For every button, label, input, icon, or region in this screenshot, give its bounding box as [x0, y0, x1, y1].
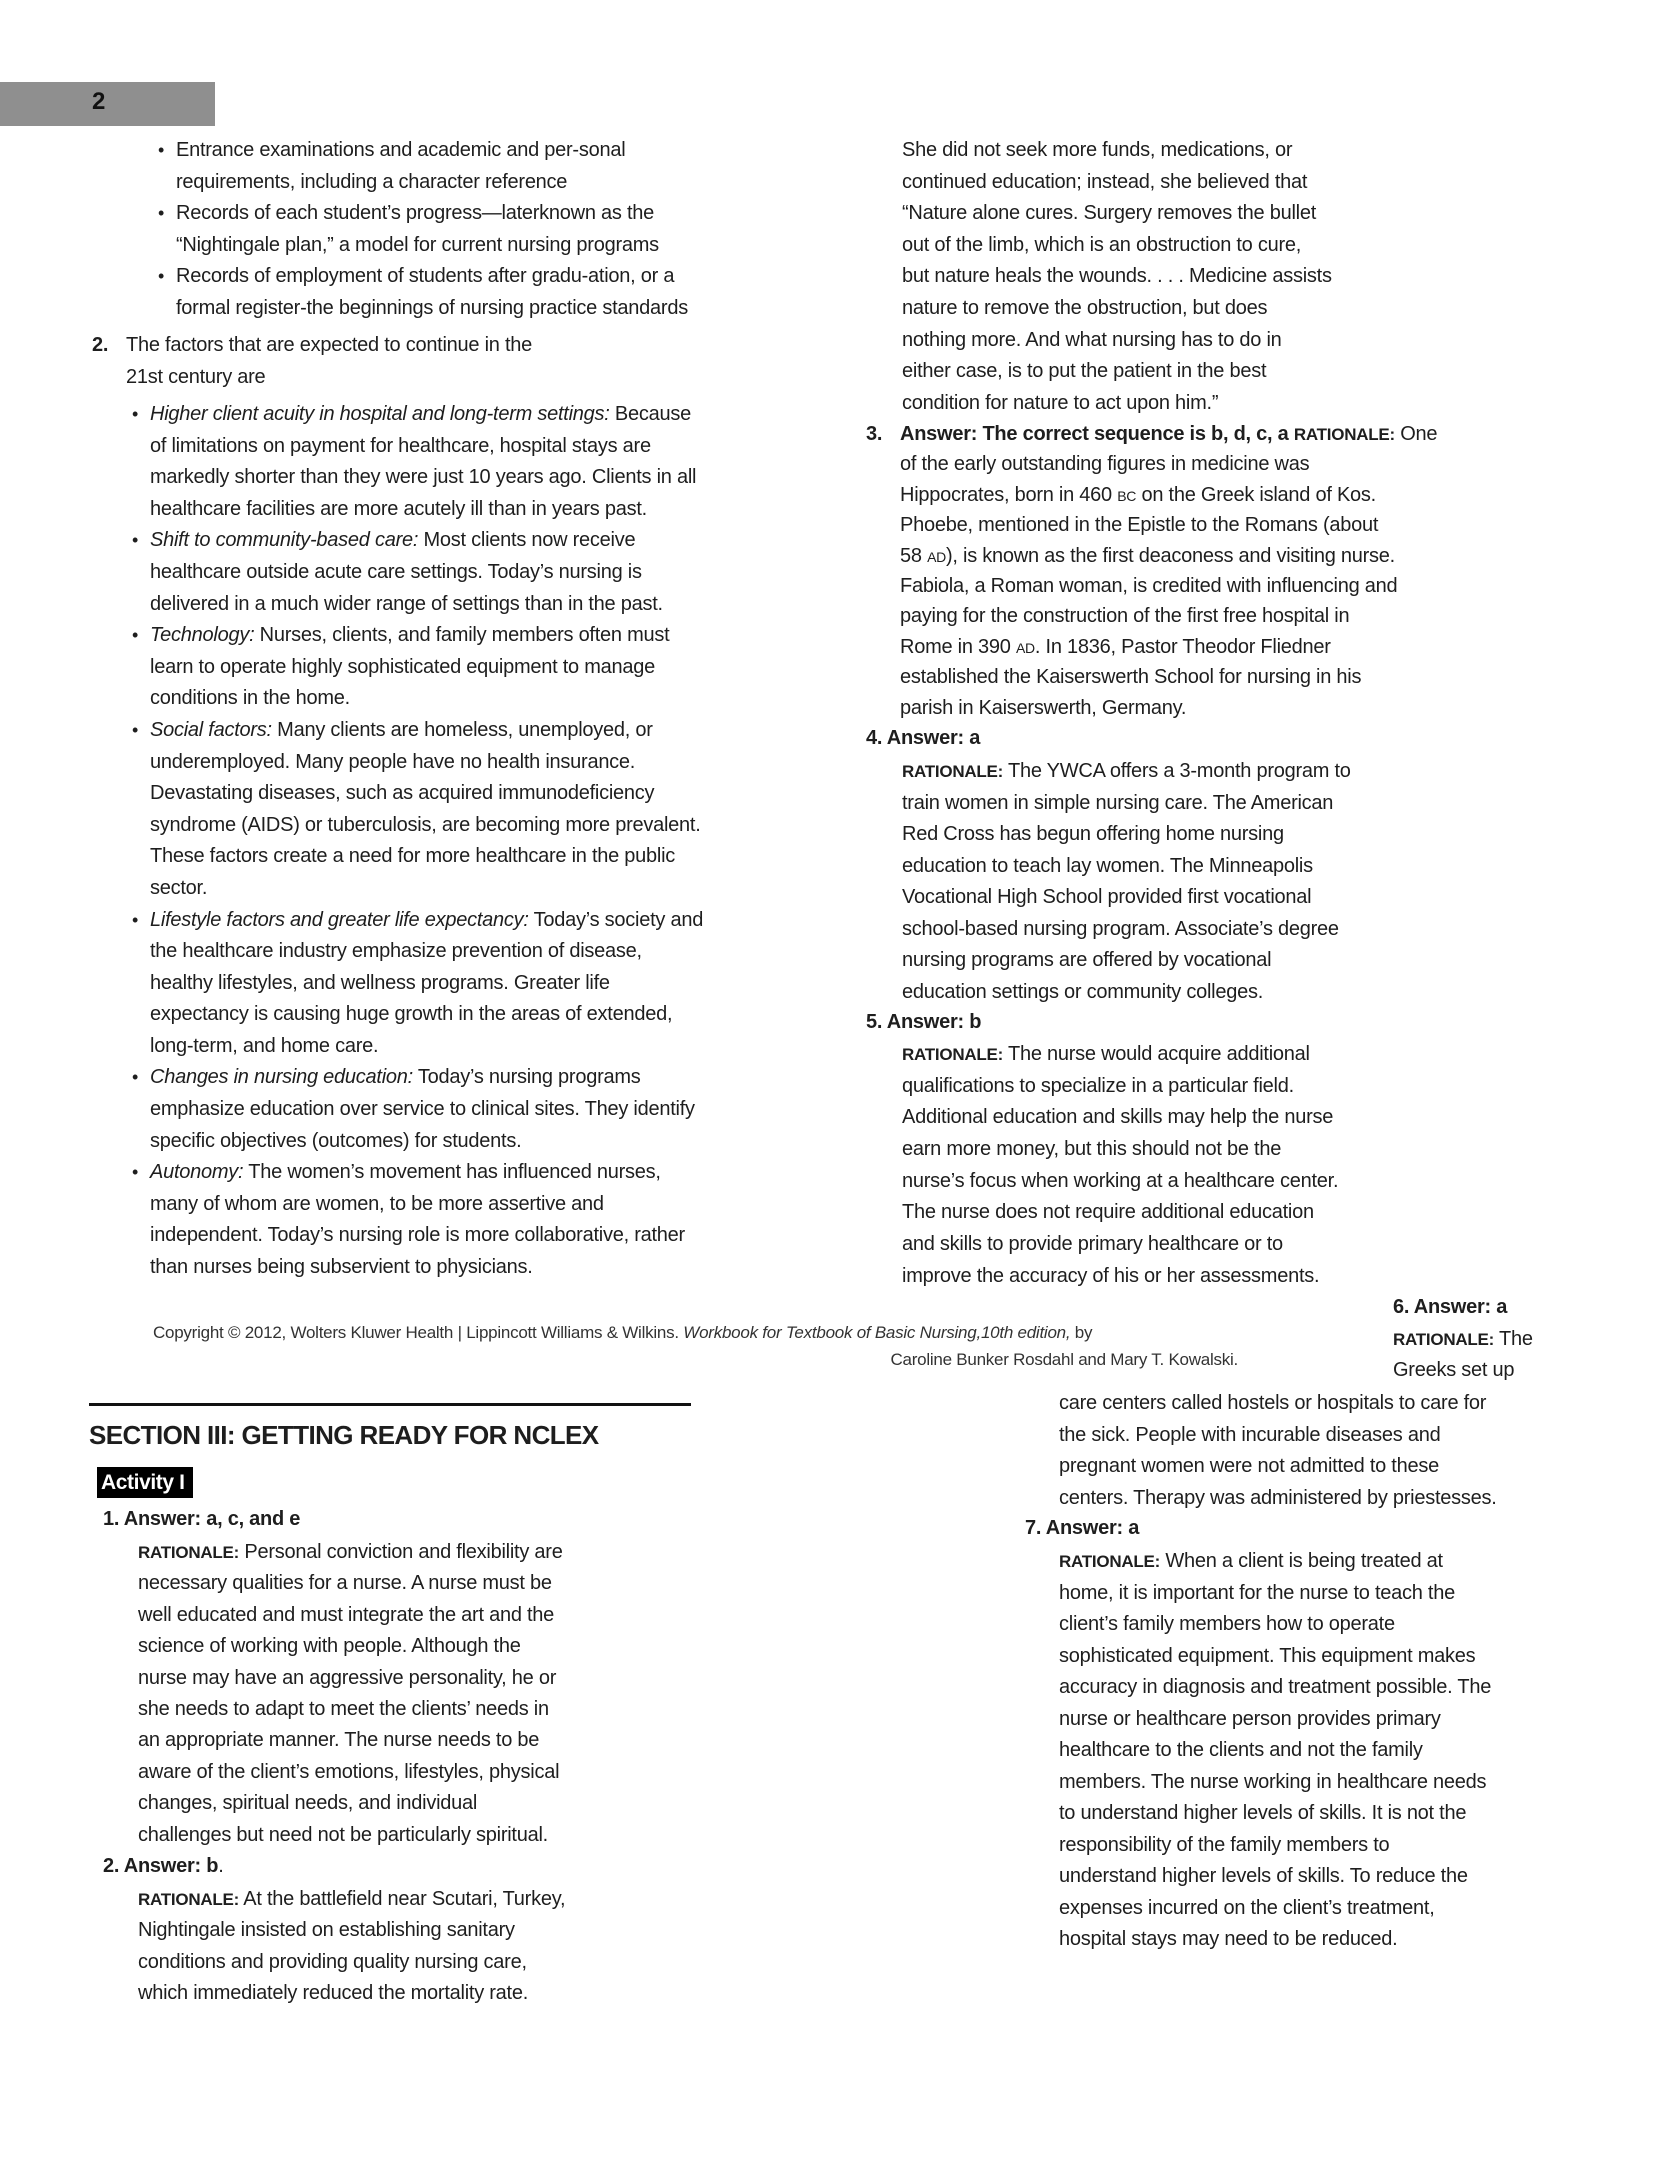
text-span: Today’s society and	[528, 908, 704, 931]
text-line	[150, 494, 703, 526]
text-line	[1393, 1355, 1533, 1387]
text-line	[900, 419, 1437, 449]
text-span: markedly shorter than they were just 10 years ago. Clients in all	[150, 466, 697, 489]
text-line	[150, 683, 703, 715]
text-line	[1059, 1704, 1491, 1736]
text-line	[150, 1094, 703, 1126]
text-span: Hippocrates, born in 460	[900, 483, 1118, 506]
text-line	[138, 1788, 563, 1819]
text-span: These factors create a need for more healthcare in the public	[150, 845, 676, 868]
text-line	[902, 135, 1332, 167]
text-line	[1059, 1546, 1491, 1578]
text-span: Records of each student’s progress—laterknown as the	[176, 202, 655, 225]
text-span: out of the limb, which is an obstruction to cure,	[902, 233, 1302, 256]
text-line	[103, 1851, 224, 1882]
text-line	[132, 620, 703, 652]
text-line	[900, 541, 1437, 571]
text-span: Personal conviction and flexibility are	[239, 1541, 563, 1563]
text-block-item5-text	[902, 1039, 1338, 1293]
text-line	[176, 167, 688, 199]
text-span: understand higher levels of skills. To reduce the	[1059, 1865, 1468, 1887]
text-line	[902, 1261, 1338, 1293]
text-span: Greeks set up	[1393, 1359, 1515, 1382]
text-line	[902, 325, 1332, 357]
text-line	[902, 1229, 1338, 1261]
text-block-top-bullets	[158, 135, 688, 325]
text-line	[150, 1031, 703, 1063]
text-span: delivered in a much wider range of settings than in the past.	[150, 592, 663, 615]
text-span: either case, is to put the patient in the best	[902, 360, 1267, 383]
text-line	[176, 293, 688, 325]
text-span: education settings or community colleges.	[902, 980, 1264, 1003]
text-span: She did not seek more funds, medications, or	[902, 139, 1293, 161]
text-span: requirements, including a character reference	[176, 170, 568, 193]
text-line	[138, 1757, 563, 1788]
bold-text: 2. Answer: b	[103, 1855, 219, 1877]
text-span: “Nature alone cures. Surgery removes the bullet	[902, 202, 1317, 225]
text-block-nclex1-head	[103, 1504, 300, 1535]
text-span: hospital stays may need to be reduced.	[1059, 1928, 1398, 1950]
text-span: Rome in 390	[900, 635, 1016, 658]
text-line	[150, 652, 703, 684]
text-span: well educated and must integrate the art and the	[138, 1603, 555, 1626]
text-span: conditions in the home.	[150, 687, 350, 710]
text-span: an appropriate manner. The nurse needs to be	[138, 1729, 540, 1752]
text-span: Most clients now receive	[418, 529, 636, 552]
text-span: the healthcare industry emphasize prevention of disease,	[150, 940, 642, 963]
text-line	[153, 1320, 1092, 1346]
text-line	[900, 662, 1437, 692]
text-span: parish in Kaiserswerth, Germany.	[900, 696, 1187, 719]
bold-text: 1. Answer: a, c, and e	[103, 1508, 301, 1530]
bold-text: Answer: The correct sequence is b, d, c, a	[900, 423, 1294, 445]
rationale-label: RATIONALE:	[1059, 1552, 1161, 1571]
text-line	[150, 778, 703, 810]
text-span: syndrome (AIDS) or tuberculosis, are becoming more prevalent.	[150, 813, 701, 836]
text-span: healthcare to the clients and not the family	[1059, 1739, 1423, 1761]
text-block-item7-head	[1025, 1513, 1139, 1545]
text-span: Vocational High School provided first vocational	[902, 886, 1312, 908]
text-span: Copyright © 2012, Wolters Kluwer Health | Lippincott Williams & Wilkins.	[153, 1323, 684, 1342]
text-span: by	[1070, 1323, 1093, 1342]
text-span: earn more money, but this should not be the	[902, 1138, 1282, 1161]
text-span: Devastating diseases, such as acquired immunodeficiency	[150, 782, 655, 805]
text-line	[902, 914, 1351, 946]
text-span: One	[1394, 423, 1438, 445]
text-line	[132, 1062, 703, 1094]
text-span: client’s family members how to operate	[1059, 1613, 1395, 1635]
text-block-item4-head	[866, 723, 980, 755]
text-span: nurse or healthcare person provides primary	[1059, 1707, 1441, 1730]
text-span: improve the accuracy of his or her assessments.	[902, 1264, 1320, 1287]
text-line	[138, 1568, 563, 1599]
rationale-label: RATIONALE:	[902, 762, 1004, 781]
text-line	[1059, 1641, 1491, 1673]
text-line	[158, 198, 688, 230]
text-line	[902, 882, 1351, 914]
bold-text: 2.	[92, 334, 109, 356]
text-span: Caroline Bunker Rosdahl and Mary T. Kowalski.	[890, 1350, 1238, 1369]
text-span: than nurses being subservient to physicians.	[150, 1256, 533, 1279]
text-span: .	[218, 1855, 224, 1877]
text-line	[138, 1694, 563, 1725]
text-line	[900, 693, 1437, 723]
text-span: healthcare facilities are more acutely ill than in years past.	[150, 497, 647, 520]
text-line	[891, 1347, 1239, 1373]
text-line	[1059, 1798, 1491, 1830]
text-line	[900, 480, 1437, 510]
text-line	[138, 1947, 565, 1978]
bullet-icon: •	[132, 719, 139, 740]
small-caps-text: AD	[1015, 639, 1035, 656]
text-span: When a client is being treated at	[1160, 1550, 1443, 1572]
text-line	[1059, 1672, 1491, 1704]
bullet-icon: •	[158, 203, 165, 224]
italic-term: Social factors:	[150, 718, 272, 741]
text-line	[138, 1663, 563, 1694]
text-line	[150, 1189, 703, 1221]
text-span: Today’s nursing programs	[412, 1066, 641, 1089]
text-span: home, it is important for the nurse to teach the	[1059, 1581, 1455, 1604]
italic-term: Lifestyle factors and greater life expectancy:	[150, 908, 529, 931]
text-span: aware of the client’s emotions, lifestyles, physical	[138, 1760, 560, 1783]
text-line	[1059, 1735, 1491, 1767]
text-line	[138, 1537, 563, 1568]
text-span: which immediately reduced the mortality rate.	[138, 1982, 529, 2005]
bullet-icon: •	[132, 1162, 139, 1183]
text-line	[150, 589, 703, 621]
text-line	[150, 999, 703, 1031]
text-span: healthy lifestyles, and wellness programs. Greater life	[150, 971, 610, 994]
text-line	[138, 1725, 563, 1756]
text-span: centers. Therapy was administered by priestesses.	[1059, 1486, 1497, 1509]
text-line	[902, 1197, 1338, 1229]
text-span: school-based nursing program. Associate’s degree	[902, 917, 1339, 940]
text-span: condition for nature to act upon him.”	[902, 391, 1219, 414]
text-span: nurse may have an aggressive personality, he or	[138, 1666, 557, 1689]
text-span: and skills to provide primary healthcare or to	[902, 1233, 1283, 1256]
text-line	[158, 135, 688, 167]
text-line	[103, 1504, 300, 1535]
text-block-copyright-2	[891, 1347, 1239, 1373]
text-span: Phoebe, mentioned in the Epistle to the Romans (about	[900, 514, 1379, 537]
text-line	[902, 1102, 1338, 1134]
text-block-nclex2-text	[138, 1884, 565, 2010]
text-line	[866, 1007, 981, 1039]
text-line	[1025, 1513, 1139, 1545]
text-span: nurse’s focus when working at a healthcare center.	[902, 1169, 1339, 1192]
text-line	[126, 362, 532, 394]
text-block-quote	[902, 135, 1332, 419]
bullet-icon: •	[132, 909, 139, 930]
text-span: qualifications to specialize in a particular field.	[902, 1074, 1294, 1097]
text-span: independent. Today’s nursing role is more collaborative, rather	[150, 1224, 685, 1247]
text-span: Fabiola, a Roman woman, is credited with influencing and	[900, 574, 1398, 597]
text-block-copyright-1	[153, 1320, 1092, 1346]
text-span: accuracy in diagnosis and treatment possible. The	[1059, 1676, 1492, 1698]
text-line	[902, 261, 1332, 293]
text-line	[150, 873, 703, 905]
text-span: nothing more. And what nursing has to do in	[902, 328, 1282, 351]
italic-term: Changes in nursing education:	[150, 1066, 413, 1089]
text-span: The nurse would acquire additional	[1003, 1043, 1310, 1065]
text-span: established the Kaiserswerth School for nursing in his	[900, 666, 1362, 689]
text-span: learn to operate highly sophisticated equipment to manage	[150, 655, 655, 678]
text-span: At the battlefield near Scutari, Turkey,	[239, 1888, 566, 1910]
page-number-box	[0, 82, 215, 126]
bullet-icon: •	[132, 530, 139, 551]
text-span: train women in simple nursing care. The American	[902, 791, 1334, 814]
activity-label: Activity I	[97, 1467, 193, 1498]
text-line	[900, 632, 1437, 662]
text-span: The nurse does not require additional education	[902, 1201, 1314, 1224]
text-line	[900, 449, 1437, 479]
text-span: Additional education and skills may help the nurse	[902, 1106, 1334, 1129]
text-span: but nature heals the wounds. . . . Medicine assists	[902, 265, 1332, 288]
text-span: care centers called hostels or hospitals to care for	[1059, 1392, 1487, 1414]
text-span: science of working with people. Although the	[138, 1635, 521, 1658]
text-line	[138, 1978, 565, 2009]
text-span: ), is known as the first deaconess and visiting nurse.	[946, 544, 1395, 567]
text-span: formal register-the beginnings of nursing practice standards	[176, 296, 688, 319]
text-line	[902, 788, 1351, 820]
italic-term: Technology:	[150, 624, 255, 647]
bold-text: 4. Answer: a	[866, 727, 981, 749]
text-span: the sick. People with incurable diseases and	[1059, 1423, 1441, 1446]
text-span: Nurses, clients, and family members often must	[254, 624, 670, 647]
bold-text: 6. Answer: a	[1393, 1296, 1508, 1318]
page-number: 2	[92, 88, 106, 115]
text-span: nursing programs are offered by vocational	[902, 949, 1272, 971]
rationale-label: RATIONALE:	[1293, 425, 1395, 444]
text-span: long-term, and home care.	[150, 1034, 379, 1057]
text-line	[150, 936, 703, 968]
text-span: of limitations on payment for healthcare, hospital stays are	[150, 434, 651, 457]
text-span: “Nightingale plan,” a model for current nursing programs	[176, 233, 659, 256]
text-span: Entrance examinations and academic and per-sonal	[176, 139, 626, 161]
text-line	[902, 356, 1332, 388]
text-line	[1059, 1609, 1491, 1641]
text-block-item6-head	[1393, 1292, 1533, 1387]
text-span: underemployed. Many people have no health insurance.	[150, 750, 636, 773]
text-line	[1059, 1861, 1491, 1893]
text-span: Red Cross has begun offering home nursing	[902, 823, 1284, 845]
text-line	[132, 525, 703, 557]
text-line	[902, 851, 1351, 883]
text-line	[150, 431, 703, 463]
bold-text: 5. Answer: b	[866, 1011, 982, 1033]
text-span: responsibility of the family members to	[1059, 1833, 1390, 1856]
text-line	[902, 230, 1332, 262]
text-line	[1059, 1893, 1491, 1925]
text-line	[150, 747, 703, 779]
bold-text: 3.	[866, 423, 883, 445]
text-span: The YWCA offers a 3-month program to	[1003, 760, 1351, 782]
section-divider	[89, 1403, 691, 1406]
text-span: The women’s movement has influenced nurses,	[243, 1161, 661, 1184]
text-span: nature to remove the obstruction, but does	[902, 296, 1268, 319]
text-block-item2-text	[126, 330, 532, 393]
text-line	[902, 198, 1332, 230]
text-block-item3-num	[866, 419, 882, 449]
text-block-item4-text	[902, 756, 1351, 1008]
text-span: to understand higher levels of skills. It is not the	[1059, 1802, 1467, 1824]
section-heading: SECTION III: GETTING READY FOR NCLEX	[89, 1420, 599, 1450]
text-line	[1059, 1830, 1491, 1862]
text-span: Many clients are homeless, unemployed, or	[271, 718, 653, 741]
text-span: 21st century are	[126, 365, 266, 388]
text-line	[92, 330, 108, 362]
text-span: challenges but need not be particularly spiritual.	[138, 1823, 548, 1846]
text-span: 58	[900, 544, 928, 567]
text-span: education to teach lay women. The Minneapolis	[902, 854, 1313, 877]
text-span: members. The nurse working in healthcare needs	[1059, 1770, 1487, 1793]
small-caps-text: BC	[1117, 487, 1137, 504]
bullet-icon: •	[132, 625, 139, 646]
italic-term: Shift to community-based care:	[150, 529, 419, 552]
text-line	[902, 167, 1332, 199]
rationale-label: RATIONALE:	[138, 1890, 240, 1909]
text-line	[150, 1252, 703, 1284]
text-line	[132, 715, 703, 747]
text-span: expenses incurred on the client’s treatment,	[1059, 1896, 1435, 1919]
text-line	[150, 810, 703, 842]
text-span: sophisticated equipment. This equipment makes	[1059, 1644, 1476, 1667]
text-line	[1059, 1767, 1491, 1799]
text-line	[902, 945, 1351, 977]
text-line	[900, 601, 1437, 631]
text-span: emphasize education over service to clinical sites. They identify	[150, 1098, 695, 1121]
text-line	[1393, 1324, 1533, 1356]
text-span: conditions and providing quality nursing care,	[138, 1950, 527, 1973]
text-span: changes, spiritual needs, and individual	[138, 1792, 478, 1815]
text-line	[138, 1884, 565, 1915]
text-span: Because	[609, 403, 691, 425]
text-line	[902, 1039, 1338, 1071]
text-line	[902, 1134, 1338, 1166]
text-span: many of whom are women, to be more assertive and	[150, 1192, 604, 1215]
text-line	[1059, 1451, 1497, 1483]
text-block-nclex1-text	[138, 1537, 563, 1851]
bullet-icon: •	[158, 140, 165, 160]
text-line	[126, 330, 532, 362]
text-span: necessary qualities for a nurse. A nurse must be	[138, 1572, 552, 1595]
text-line	[1393, 1292, 1533, 1324]
text-block-item3-text	[900, 419, 1437, 723]
text-span: pregnant women were not admitted to these	[1059, 1455, 1439, 1478]
text-line	[902, 293, 1332, 325]
text-line	[132, 399, 703, 431]
text-line	[902, 756, 1351, 788]
text-line	[1059, 1578, 1491, 1610]
text-block-nclex2-head	[103, 1851, 224, 1882]
text-line	[900, 571, 1437, 601]
text-span: on the Greek island of Kos.	[1136, 483, 1376, 506]
text-line	[902, 977, 1351, 1009]
text-span: . In 1836, Pastor Theodor Fliedner	[1034, 635, 1331, 658]
text-span: continued education; instead, she believed that	[902, 170, 1308, 193]
text-line	[866, 723, 980, 755]
text-line	[902, 1166, 1338, 1198]
text-span: healthcare outside acute care settings. Today’s nursing is	[150, 560, 642, 583]
text-block-item6-text	[1059, 1388, 1497, 1514]
text-line	[1059, 1483, 1497, 1515]
italic-term: Workbook for Textbook of Basic Nursing,10th edition,	[683, 1323, 1071, 1342]
text-line	[150, 1126, 703, 1158]
rationale-label: RATIONALE:	[1393, 1329, 1495, 1349]
bullet-icon: •	[158, 266, 165, 287]
text-line	[150, 841, 703, 873]
text-span: paying for the construction of the first free hospital in	[900, 605, 1350, 628]
italic-term: Autonomy:	[150, 1161, 244, 1184]
text-line	[866, 419, 882, 449]
text-line	[138, 1915, 565, 1946]
text-line	[902, 1071, 1338, 1103]
text-line	[138, 1820, 563, 1851]
text-line	[132, 1157, 703, 1189]
text-line	[150, 1220, 703, 1252]
text-span: Records of employment of students after gradu-ation, or a	[176, 265, 675, 288]
text-span: The factors that are expected to continue in the	[126, 334, 533, 356]
rationale-label: RATIONALE:	[138, 1543, 240, 1562]
text-block-item5-head	[866, 1007, 981, 1039]
text-line	[176, 230, 688, 262]
text-line	[150, 462, 703, 494]
rationale-label: RATIONALE:	[902, 1045, 1004, 1064]
text-line	[902, 388, 1332, 420]
bullet-icon: •	[132, 1067, 139, 1088]
text-line	[150, 557, 703, 589]
bullet-icon: •	[132, 404, 139, 424]
bold-text: 7. Answer: a	[1025, 1517, 1140, 1539]
text-line	[900, 510, 1437, 540]
small-caps-text: AD	[927, 548, 947, 565]
text-block-factors	[132, 399, 704, 1284]
text-line	[138, 1600, 563, 1631]
text-block-item7-text	[1059, 1546, 1491, 1956]
text-span: expectancy is causing huge growth in the areas of extended,	[150, 1003, 673, 1026]
text-line	[902, 819, 1351, 851]
text-span: specific objectives (outcomes) for students.	[150, 1129, 522, 1152]
text-span: Nightingale insisted on establishing sanitary	[138, 1919, 515, 1942]
italic-term: Higher client acuity in hospital and long-term settings:	[150, 403, 610, 425]
text-line	[132, 905, 704, 937]
text-line	[1059, 1388, 1497, 1420]
text-span: sector.	[150, 876, 208, 899]
text-line	[158, 261, 688, 293]
text-block-item2-num	[92, 330, 108, 362]
text-line	[1059, 1420, 1497, 1452]
text-line	[138, 1631, 563, 1662]
text-span: she needs to adapt to meet the clients’ needs in	[138, 1697, 549, 1720]
text-line	[1059, 1924, 1491, 1956]
text-line	[150, 968, 703, 1000]
text-span: The	[1494, 1327, 1533, 1350]
text-span: of the early outstanding figures in medicine was	[900, 453, 1310, 476]
